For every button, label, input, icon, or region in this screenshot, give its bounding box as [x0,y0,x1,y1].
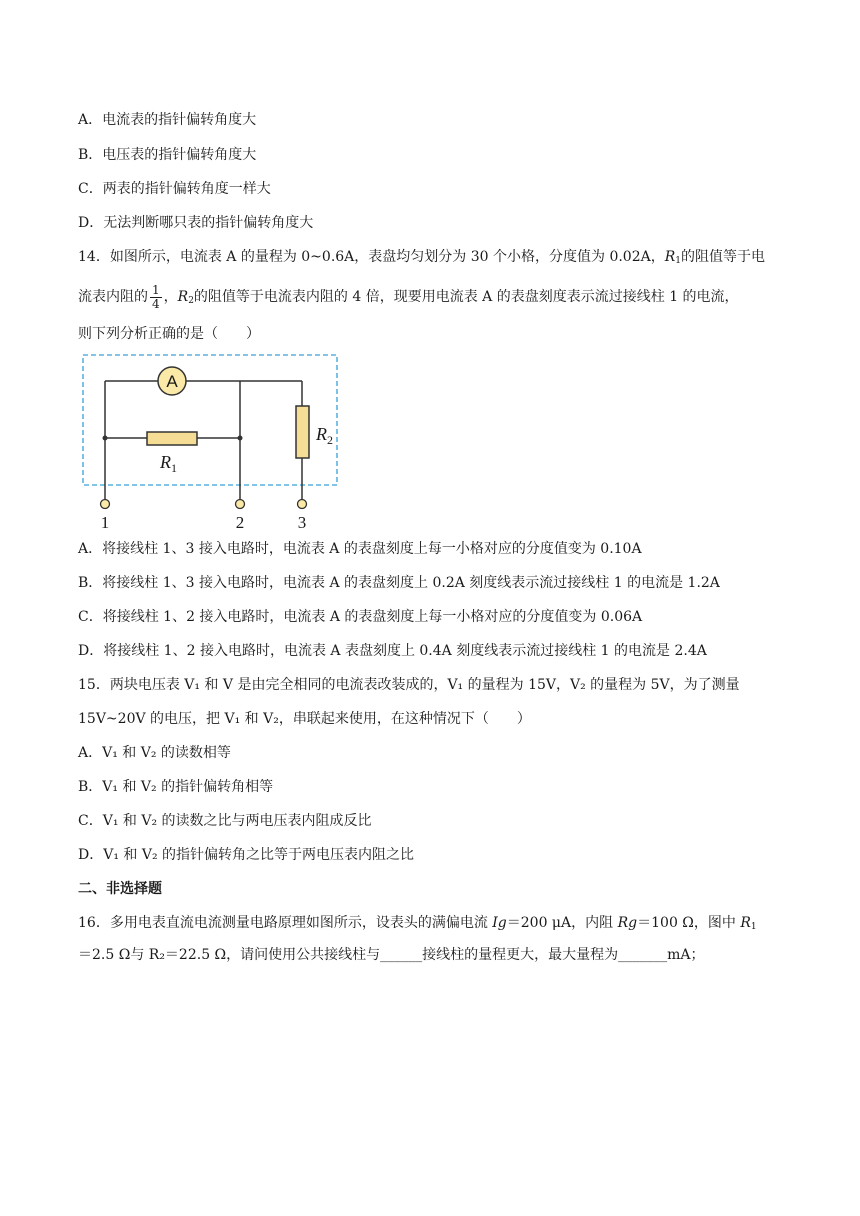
terminal-2-icon [236,500,245,509]
q15-option-c: C．V₁ 和 V₂ 的读数之比与两电压表内阻成反比 [78,813,372,829]
fraction-one-quarter: $\frac{1}{4}$ [152,282,160,311]
q14-option-b: B．将接线柱 1、3 接入电路时，电流表 A 的表盘刻度上 0.2A 刻度线表示流过接线柱 1 的电流是 1.2A [78,575,720,591]
section-title: 二、非选择题 [78,881,162,897]
terminal-2-label: 2 [235,513,245,532]
junction-dot [103,436,108,441]
q14-option-d: D．将接线柱 1、2 接入电路时，电流表 A 表盘刻度上 0.4A 刻度线表示流过接线柱 1 的电流是 2.4A [78,643,707,659]
q15-stem-line1: 15．两块电压表 V₁ 和 V 是由完全相同的电流表改装成的，V₁ 的量程为 15V，V₂ 的量程为 5V，为了测量 [78,677,740,693]
q14-stem-line2: 流表内阻的 $\frac{1}{4}$ ，$R_2$的阻值等于电流表内阻的 4 倍，现要用电流表 A 的表盘刻度表示流过接线柱 1 的电流， [78,282,739,311]
q14-option-c: C．将接线柱 1、2 接入电路时，电流表 A 的表盘刻度上每一小格对应的分度值变为 0.06A [78,609,643,625]
junction-dot [238,436,243,441]
q16-stem-line1: 16．多用电表直流电流测量电路原理如图所示，设表头的满偏电流 Ig＝200 μA，内阻 Rg＝100 Ω，图中 $R_1$ [78,915,757,932]
q13-option-a: A．电流表的指针偏转角度大 [78,112,257,128]
r1-label: $R_1$ [160,452,177,475]
q13-option-c: C．两表的指针偏转角度一样大 [78,181,271,197]
wires [105,381,302,500]
q16-stem-line2: ＝2.5 Ω与 R₂＝22.5 Ω，请问使用公共接线柱与______接线柱的量程更大，最大量程为_______mA； [78,947,705,963]
resistor-r2-icon [296,406,309,458]
ammeter-icon [158,367,186,395]
q15-stem-line2: 15V~20V 的电压，把 V₁ 和 V₂，串联起来使用，在这种情况下（ ） [78,711,531,727]
resistor-r1-icon [147,432,197,445]
r2-label: $R_2$ [316,424,333,447]
q14-stem-line3: 则下列分析正确的是（ ） [78,326,260,342]
terminal-3-label: 3 [297,513,307,532]
terminal-1-label: 1 [100,513,110,532]
ammeter-label: A [166,372,178,391]
q15-option-b: B．V₁ 和 V₂ 的指针偏转角相等 [78,779,274,795]
q14-stem-line1: 14．如图所示，电流表 A 的量程为 0~0.6A，表盘均匀划分为 30 个小格，分度值为 0.02A，$R_1$的阻值等于电 [78,249,766,266]
q13-option-b: B．电压表的指针偏转角度大 [78,147,257,163]
circuit-diagram [80,352,350,532]
terminal-1-icon [101,500,110,509]
q14-option-a: A．将接线柱 1、3 接入电路时，电流表 A 的表盘刻度上每一小格对应的分度值变为 0.10A [78,541,642,557]
q15-option-d: D．V₁ 和 V₂ 的指针偏转角之比等于两电压表内阻之比 [78,847,415,863]
q13-option-d: D．无法判断哪只表的指针偏转角度大 [78,215,314,231]
terminal-3-icon [298,500,307,509]
q15-option-a: A．V₁ 和 V₂ 的读数相等 [78,745,231,761]
